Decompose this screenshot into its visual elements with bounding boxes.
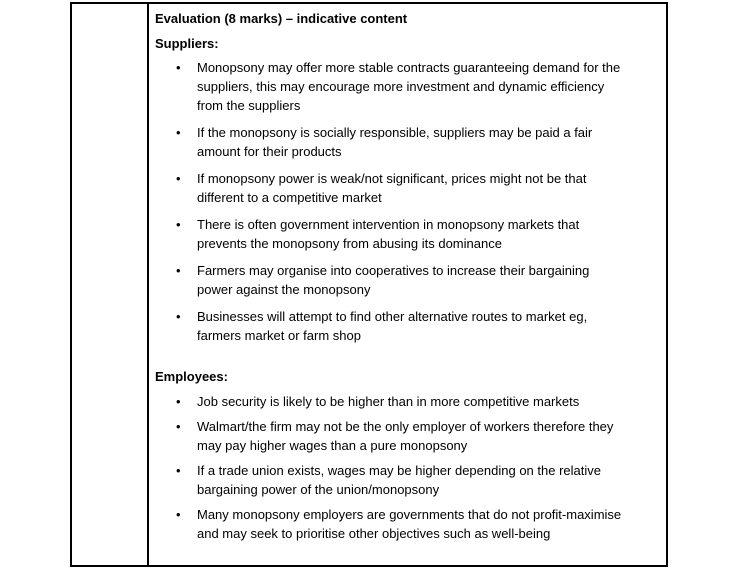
employees-heading: Employees: [155,369,228,384]
evaluation-title: Evaluation (8 marks) – indicative content [155,11,408,26]
answer-number-column [72,4,149,565]
bullet-item: • Businesses will attempt to find other alternative routes to market eg, farmers market or farm shop [155,307,627,345]
bullet-item: • Monopsony may offer more stable contracts guaranteeing demand for the suppliers, this may encourage more investment and dynamic efficiency from the suppliers [155,58,627,115]
suppliers-heading: Suppliers: [155,36,219,51]
bullet-item: • Job security is likely to be higher than in more competitive markets [155,392,627,411]
suppliers-section [155,34,648,345]
bullet-item: • There is often government intervention in monopsony markets that prevents the monopsony from abusing its dominance [155,215,627,253]
suppliers-bullet-list [155,58,648,345]
employees-section [155,367,648,543]
employees-bullet-list [155,392,648,543]
indicative-content-cell [149,4,666,565]
bullet-item: • If monopsony power is weak/not significant, prices might not be that different to a competitive market [155,169,627,207]
bullet-item: • Farmers may organise into cooperatives to increase their bargaining power against the monopsony [155,261,627,299]
mark-scheme-table [70,2,668,567]
bullet-item: • Many monopsony employers are governments that do not profit-maximise and may seek to prioritise other objectives such as well-being [155,505,627,543]
bullet-item: • If the monopsony is socially responsible, suppliers may be paid a fair amount for their products [155,123,627,161]
bullet-item: • Walmart/the firm may not be the only employer of workers therefore they may pay higher wages than a pure monopsony [155,417,627,455]
bullet-item: • If a trade union exists, wages may be higher depending on the relative bargaining power of the union/monopsony [155,461,627,499]
